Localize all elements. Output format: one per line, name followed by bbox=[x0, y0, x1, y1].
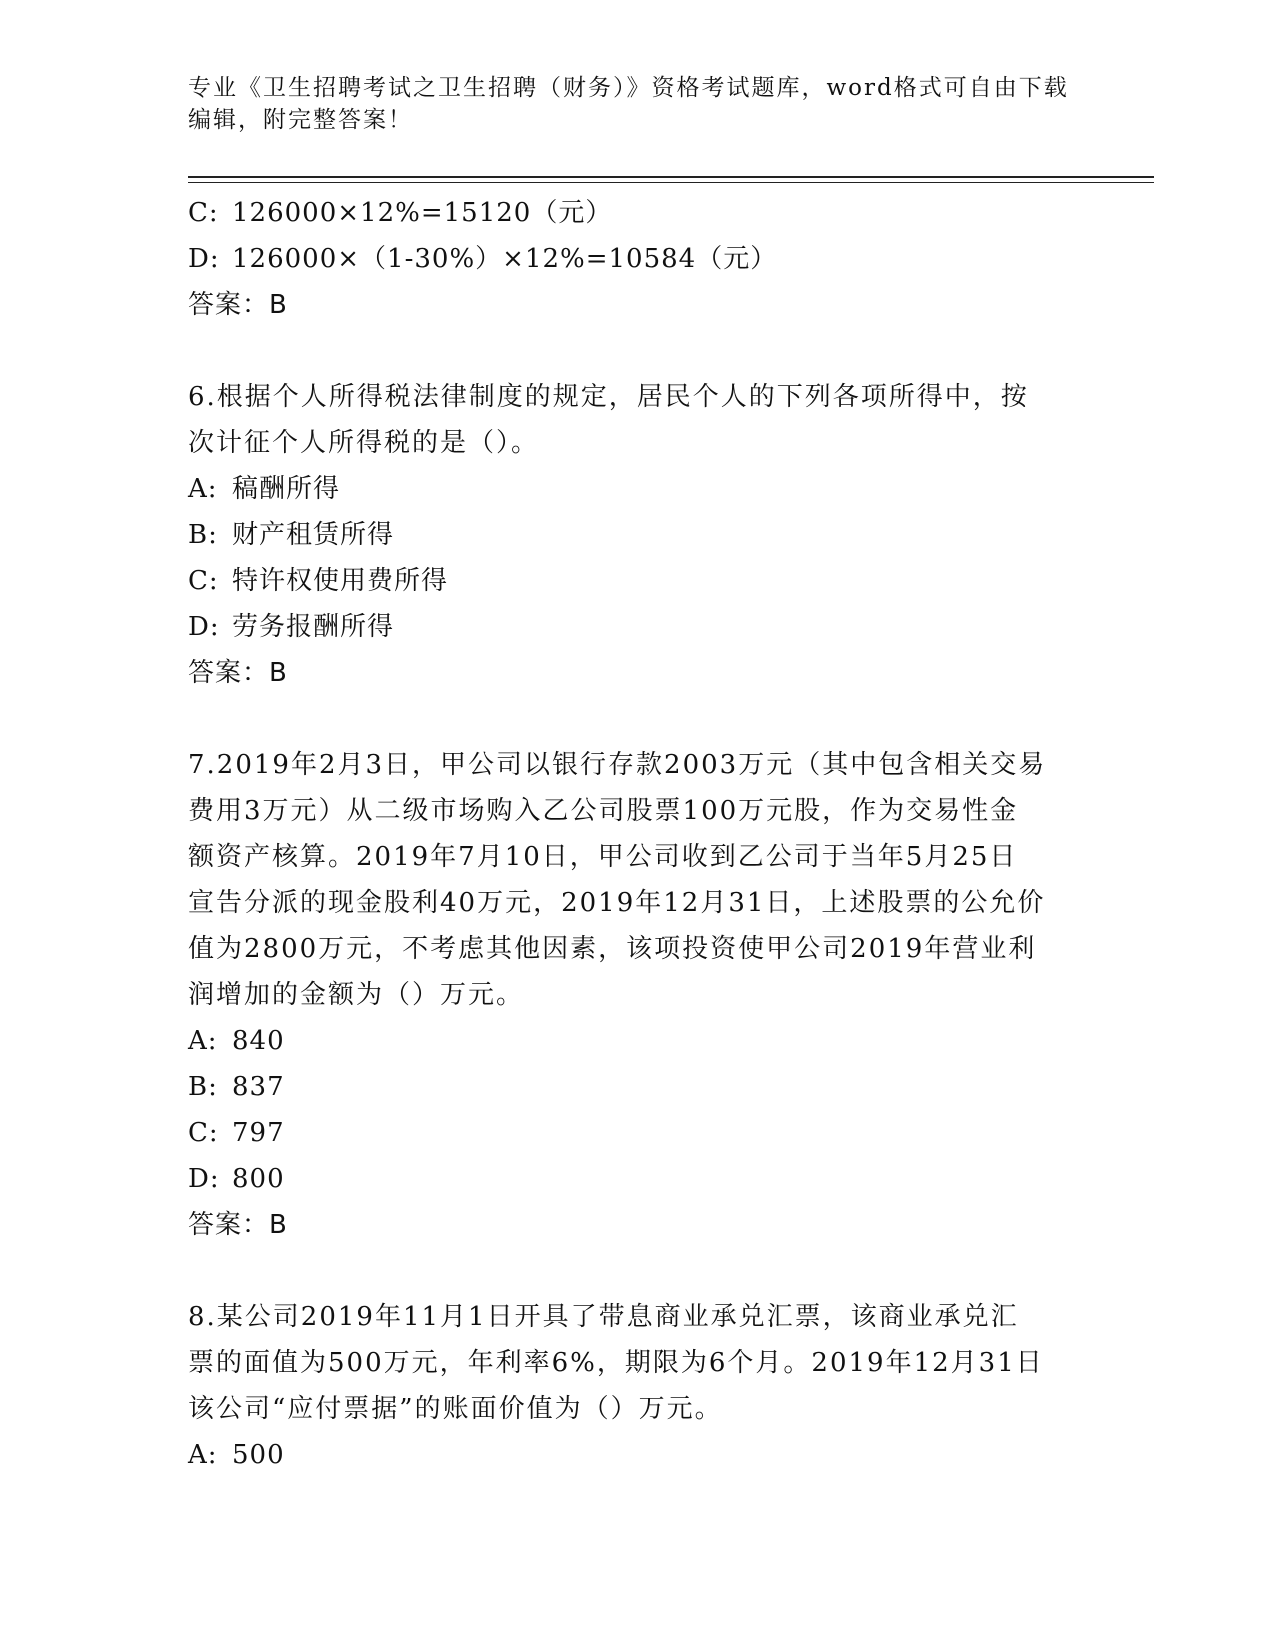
option-label: D: bbox=[188, 244, 220, 274]
option-c bbox=[188, 190, 1088, 236]
option-text: 特许权使用费所得 bbox=[232, 566, 449, 596]
option-text: 797 bbox=[232, 1118, 285, 1148]
header-rule-thick bbox=[188, 176, 1154, 178]
option-label: B: bbox=[188, 1072, 218, 1102]
option-text: 840 bbox=[232, 1026, 285, 1056]
option-d bbox=[188, 604, 1088, 650]
option-text: 800 bbox=[232, 1164, 285, 1194]
spacer bbox=[188, 328, 1088, 374]
question-block-8 bbox=[188, 1294, 1088, 1478]
option-label: D: bbox=[188, 612, 220, 642]
option-label: A: bbox=[188, 474, 218, 504]
option-text: 126000×12%=15120（元） bbox=[232, 198, 613, 228]
header-rule-thin bbox=[188, 182, 1154, 183]
option-label: C: bbox=[188, 198, 219, 228]
option-d bbox=[188, 236, 1088, 282]
header-line-2: 编辑，附完整答案！ bbox=[188, 107, 413, 133]
question-text-line: 值为2800万元，不考虑其他因素，该项投资使甲公司2019年营业利 bbox=[188, 934, 1037, 964]
question-block-6 bbox=[188, 374, 1088, 696]
option-text: 126000×（1-30%）×12%=10584（元） bbox=[232, 244, 778, 274]
question-block-7 bbox=[188, 742, 1088, 1248]
answer-line: 答案：B bbox=[188, 290, 288, 320]
option-text: 财产租赁所得 bbox=[232, 520, 395, 550]
option-c bbox=[188, 1110, 1088, 1156]
option-label: B: bbox=[188, 520, 218, 550]
option-text: 劳务报酬所得 bbox=[232, 612, 395, 642]
answer-line: 答案：B bbox=[188, 1210, 288, 1240]
option-label: A: bbox=[188, 1026, 218, 1056]
option-b bbox=[188, 512, 1088, 558]
option-b bbox=[188, 1064, 1088, 1110]
option-text: 837 bbox=[232, 1072, 285, 1102]
option-label: A: bbox=[188, 1440, 218, 1470]
answer-line: 答案：B bbox=[188, 658, 288, 688]
prev-question-block bbox=[188, 190, 1088, 328]
spacer bbox=[188, 696, 1088, 742]
option-label: D: bbox=[188, 1164, 220, 1194]
question-text-line: 该公司“应付票据”的账面价值为（）万元。 bbox=[188, 1394, 723, 1424]
option-text: 500 bbox=[232, 1440, 285, 1470]
option-d bbox=[188, 1156, 1088, 1202]
question-text-line: 次计征个人所得税的是（）。 bbox=[188, 428, 540, 458]
spacer bbox=[188, 1248, 1088, 1294]
question-text-line: 6.根据个人所得税法律制度的规定，居民个人的下列各项所得中，按 bbox=[188, 382, 1029, 412]
option-a bbox=[188, 466, 1088, 512]
option-label: C: bbox=[188, 1118, 219, 1148]
option-a bbox=[188, 1432, 1088, 1478]
header-line-1: 专业《卫生招聘考试之卫生招聘（财务）》资格考试题库，word格式可自由下载 bbox=[188, 75, 1069, 101]
question-text-line: 票的面值为500万元，年利率6%，期限为6个月。2019年12月31日 bbox=[188, 1348, 1044, 1378]
option-label: C: bbox=[188, 566, 219, 596]
option-text: 稿酬所得 bbox=[232, 474, 341, 504]
question-text-line: 费用3万元）从二级市场购入乙公司股票100万元股，作为交易性金 bbox=[188, 796, 1019, 826]
question-text-line: 润增加的金额为（）万元。 bbox=[188, 980, 525, 1010]
question-text-line: 7.2019年2月3日，甲公司以银行存款2003万元（其中包含相关交易 bbox=[188, 750, 1047, 780]
option-c bbox=[188, 558, 1088, 604]
document-header bbox=[188, 72, 1088, 136]
question-text-line: 额资产核算。2019年7月10日，甲公司收到乙公司于当年5月25日 bbox=[188, 842, 1018, 872]
question-text-line: 8.某公司2019年11月1日开具了带息商业承兑汇票，该商业承兑汇 bbox=[188, 1302, 1019, 1332]
question-content bbox=[188, 190, 1088, 1478]
question-text-line: 宣告分派的现金股利40万元，2019年12月31日，上述股票的公允价 bbox=[188, 888, 1046, 918]
option-a bbox=[188, 1018, 1088, 1064]
